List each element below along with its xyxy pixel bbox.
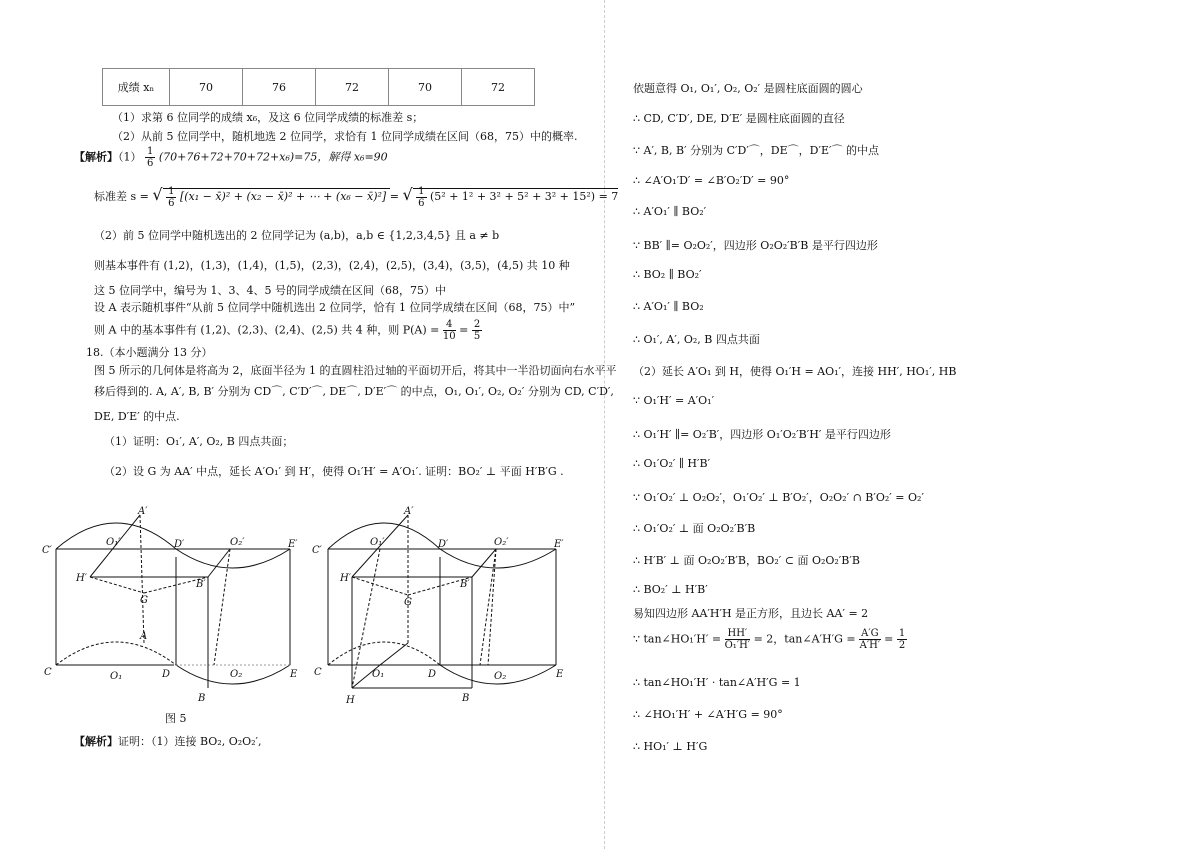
label-h-prime: H′ (340, 573, 351, 584)
label-c: C (44, 667, 52, 678)
arc-top-right (176, 549, 290, 568)
right-line-6: ∵ BB′ ∥= O₂O₂′，四边形 O₂O₂′B′B 是平行四边形 (633, 239, 878, 252)
fraction (166, 186, 176, 209)
right-line-7: ∴ BO₂ ∥ BO₂′ (633, 268, 702, 281)
right-labels (312, 506, 564, 706)
label-h: H (346, 695, 355, 706)
std-expression-2: (5² + 1² + 3² + 5² + 3² + 15²) = 7 (430, 190, 619, 203)
solution-expression: (70+76+72+70+72+x₆)=75，解得 x₆=90 (158, 150, 388, 164)
right-line-1: 依题意得 O₁, O₁′, O₂, O₂′ 是圆柱底面圆的圆心 (633, 82, 863, 95)
seg-h-g (352, 577, 408, 595)
proof-start-text: 证明：（1）连接 BO₂, O₂O₂′, (118, 735, 262, 748)
table-cell: 76 (243, 69, 316, 106)
fraction-denominator: A′H′ (859, 640, 881, 651)
label-a-prime: A′ (138, 506, 148, 517)
seg-b-o2 (472, 549, 496, 577)
label-g: G (404, 597, 412, 608)
right-line-18: 易知四边形 AA′H′H 是正方形，且边长 AA′ = 2 (633, 607, 869, 620)
fraction-numerator: HH′ (725, 628, 750, 640)
label-c-prime: C′ (42, 545, 52, 556)
label-a: A (140, 631, 148, 642)
page-divider (604, 0, 605, 849)
label-o1-prime: O₁′ (106, 537, 121, 548)
right-line-21: ∴ ∠HO₁′H′ + ∠A′H′G = 90° (633, 708, 783, 721)
label-g: G (140, 595, 148, 606)
right-line-20: ∴ tan∠HO₁′H′ · tan∠A′H′G = 1 (633, 676, 801, 689)
seg-b-o2 (208, 549, 230, 577)
right-line-15: ∴ O₁′O₂′ ⊥ 面 O₂O₂′B′B (633, 522, 756, 535)
label-o1: O₁ (110, 671, 123, 682)
label-e: E (290, 669, 298, 680)
arc-top-right (440, 549, 556, 568)
label-e-prime: E′ (554, 539, 564, 550)
solution-part-2-b: 则基本事件有 (1,2)，(1,3)，(1,4)，(1,5)，(2,3)，(2,4)，(2,5)，(3,4)，(3,5)，(4,5) 共 10 种 (94, 259, 570, 272)
label-h-prime: H′ (76, 573, 87, 584)
sqrt-body-2 (413, 185, 619, 209)
fraction-denominator: 10 (442, 331, 456, 342)
label-o2: O₂ (494, 671, 507, 682)
right-line-22: ∴ HO₁′ ⊥ H′G (633, 740, 708, 753)
std-line: 标准差 s = √ $\frac{1}{6}$ [(x₁ − x̄)² + (x₂ − x̄)² + ⋯ + (x₆ − x̄)²] = √ $\frac{1}{6}$ (5² + 1² + 3² + 5² + 3² + 15²) = 7 (94, 185, 619, 209)
fraction-numerator: 4 (443, 319, 456, 331)
fraction-denominator: 6 (418, 197, 425, 209)
right-solid-group (312, 506, 564, 706)
seg-o1-a (380, 643, 408, 665)
tan-prefix: ∵ tan∠HO₁′H′ = (633, 632, 722, 646)
solution-line-1 (74, 146, 388, 169)
right-line-3: ∵ A′, B, B′ 分别为 C′D′⌒，DE⌒，D′E′⌒ 的中点 (633, 144, 880, 157)
solution-prefix: （1） (118, 150, 142, 164)
right-line-8: ∴ A′O₁′ ∥ BO₂ (633, 300, 704, 313)
question-18-line-2: 移后得到的. A, A′, B, B′ 分别为 CD⌒, C′D′⌒, DE⌒, D′E′⌒ 的中点，O₁, O₁′, O₂, O₂′ 分别为 CD, C′D′, (94, 385, 614, 398)
left-solid (56, 515, 290, 688)
arc-bottom-left (56, 642, 176, 665)
std-expression-1: [(x₁ − x̄)² + (x₂ − x̄)² + ⋯ + (x₆ − x̄)²] (179, 190, 387, 203)
proof-start (74, 733, 262, 749)
sqrt-sign: √ (402, 185, 413, 204)
solution-part-2-e (94, 319, 482, 342)
fraction-numerator: 1 (147, 146, 154, 157)
fraction (145, 146, 155, 169)
fraction (443, 319, 456, 342)
figure-5 (40, 505, 580, 735)
sqrt-body-1 (163, 185, 390, 209)
fraction (416, 186, 426, 209)
label-d: D (428, 669, 437, 680)
fraction (859, 628, 880, 651)
fraction (472, 319, 482, 342)
seg-o2p-o2 (488, 549, 496, 665)
sqrt-sign: √ (152, 185, 163, 204)
seg-o1p-h (352, 549, 380, 688)
label-a-prime: A′ (404, 506, 414, 517)
right-line-11: ∵ O₁′H′ = A′O₁′ (633, 394, 715, 407)
table-row-label: 成绩 xₙ (103, 69, 170, 106)
right-line-5: ∴ A′O₁′ ∥ BO₂′ (633, 205, 707, 218)
label-o2: O₂ (230, 669, 243, 680)
table-cell: 72 (462, 69, 535, 106)
tan-middle: = 2，tan∠A′H′G = (753, 632, 856, 646)
right-line-2: ∴ CD, C′D′, DE, D′E′ 是圆柱底面圆的直径 (633, 112, 845, 125)
std-label: 标准差 s = (94, 190, 149, 203)
figure-caption: 图 5 (165, 712, 187, 725)
left-labels (42, 506, 298, 704)
label-b: B (198, 693, 206, 704)
fraction-numerator: A′G (861, 628, 879, 639)
question-18-part-2: （2）设 G 为 AA′ 中点，延长 A′O₁′ 到 H′，使得 O₁′H′ = A′O₁′. 证明：BO₂′ ⊥ 平面 H′B′G . (104, 465, 564, 478)
fraction-denominator: 6 (168, 197, 175, 209)
fraction-denominator: 5 (473, 331, 481, 342)
label-c: C (314, 667, 322, 678)
right-line-14: ∵ O₁′O₂′ ⊥ O₂O₂′，O₁′O₂′ ⊥ B′O₂′，O₂O₂′ ∩ B′O₂′ = O₂′ (633, 491, 924, 504)
label-b-prime: B′ (196, 579, 206, 590)
question-18-title: 18.（本小题满分 13 分） (86, 346, 213, 359)
equals-sign: = (884, 632, 894, 646)
fraction-numerator: 1 (898, 628, 906, 639)
table-row (103, 69, 535, 106)
solution-part-2-e-text: 则 A 中的基本事件有 (1,2)、(2,3)、(2,4)、(2,5) 共 4 种，则 P(A) = (94, 323, 440, 337)
fraction-denominator: 2 (898, 640, 906, 651)
label-o2-prime: O₂′ (230, 537, 245, 548)
fraction (725, 628, 750, 651)
fraction-denominator: 6 (147, 158, 154, 169)
right-line-10: （2）延长 A′O₁ 到 H，使得 O₁′H = AO₁′，连接 HH′, HO₁′, HB (633, 365, 957, 378)
label-d: D (162, 669, 171, 680)
solution-part-2-c: 这 5 位同学中，编号为 1、3、4、5 号的同学成绩在区间（68，75）中 (94, 284, 446, 297)
score-table (102, 68, 535, 106)
equals-sign: = (459, 323, 469, 337)
question-18-line-1: 图 5 所示的几何体是将高为 2，底面半径为 1 的直圆柱沿过轴的平面切开后，将其中一半沿切面向右水平平 (94, 364, 617, 377)
fraction (897, 628, 907, 651)
fraction-numerator: 1 (418, 185, 425, 197)
fraction-numerator: 1 (168, 185, 175, 197)
right-line-12: ∴ O₁′H′ ∥= O₂′B′，四边形 O₁′O₂′B′H′ 是平行四边形 (633, 428, 891, 441)
seg-h-g (90, 577, 144, 593)
label-o1-prime: O₁′ (370, 537, 385, 548)
label-e-prime: E′ (288, 539, 298, 550)
fraction-denominator: O₁′H′ (724, 640, 751, 651)
fraction-numerator: 2 (473, 319, 481, 330)
solution-part-2-d: 设 A 表示随机事件“从前 5 位同学中随机选出 2 位同学，恰有 1 位同学成绩在区间（68，75）中” (94, 301, 576, 314)
table-cell: 72 (316, 69, 389, 106)
question-18-line-3: DE, D′E′ 的中点. (94, 410, 180, 423)
label-e: E (556, 669, 564, 680)
right-line-13: ∴ O₁′O₂′ ∥ H′B′ (633, 457, 711, 470)
question-part-1: （1）求第 6 位同学的成绩 x₆，及这 6 位同学成绩的标准差 s； (112, 111, 424, 124)
label-d-prime: D′ (174, 539, 185, 550)
table-cell: 70 (389, 69, 462, 106)
right-line-4: ∴ ∠A′O₁′D′ = ∠B′O₂′D′ = 90° (633, 174, 790, 187)
solution-part-2-a: （2）前 5 位同学中随机选出的 2 位同学记为 (a,b)，a,b ∈ {1,2,3,4,5} 且 a ≠ b (94, 229, 500, 242)
right-line-9: ∴ O₁′, A′, O₂, B 四点共面 (633, 333, 760, 346)
question-part-2: （2）从前 5 位同学中，随机地选 2 位同学，求恰有 1 位同学成绩在区间（68，75）中的概率. (112, 130, 578, 143)
label-o2-prime: O₂′ (494, 537, 509, 548)
right-line-16: ∴ H′B′ ⊥ 面 O₂O₂′B′B，BO₂′ ⊂ 面 O₂O₂′B′B (633, 554, 860, 567)
label-d-prime: D′ (438, 539, 449, 550)
jiexi-tag: 【解析】 (74, 735, 118, 748)
label-c-prime: C′ (312, 545, 322, 556)
question-18-part-1: （1）证明：O₁′, A′, O₂, B 四点共面； (104, 435, 294, 448)
right-line-19 (633, 628, 907, 651)
jiexi-tag: 【解析】 (74, 150, 118, 164)
label-b-prime: B′ (460, 579, 470, 590)
table-cell: 70 (170, 69, 243, 106)
label-b: B (462, 693, 470, 704)
right-line-17: ∴ BO₂′ ⊥ H′B′ (633, 583, 708, 596)
label-o1: O₁ (372, 669, 385, 680)
seg-aa (140, 515, 144, 643)
